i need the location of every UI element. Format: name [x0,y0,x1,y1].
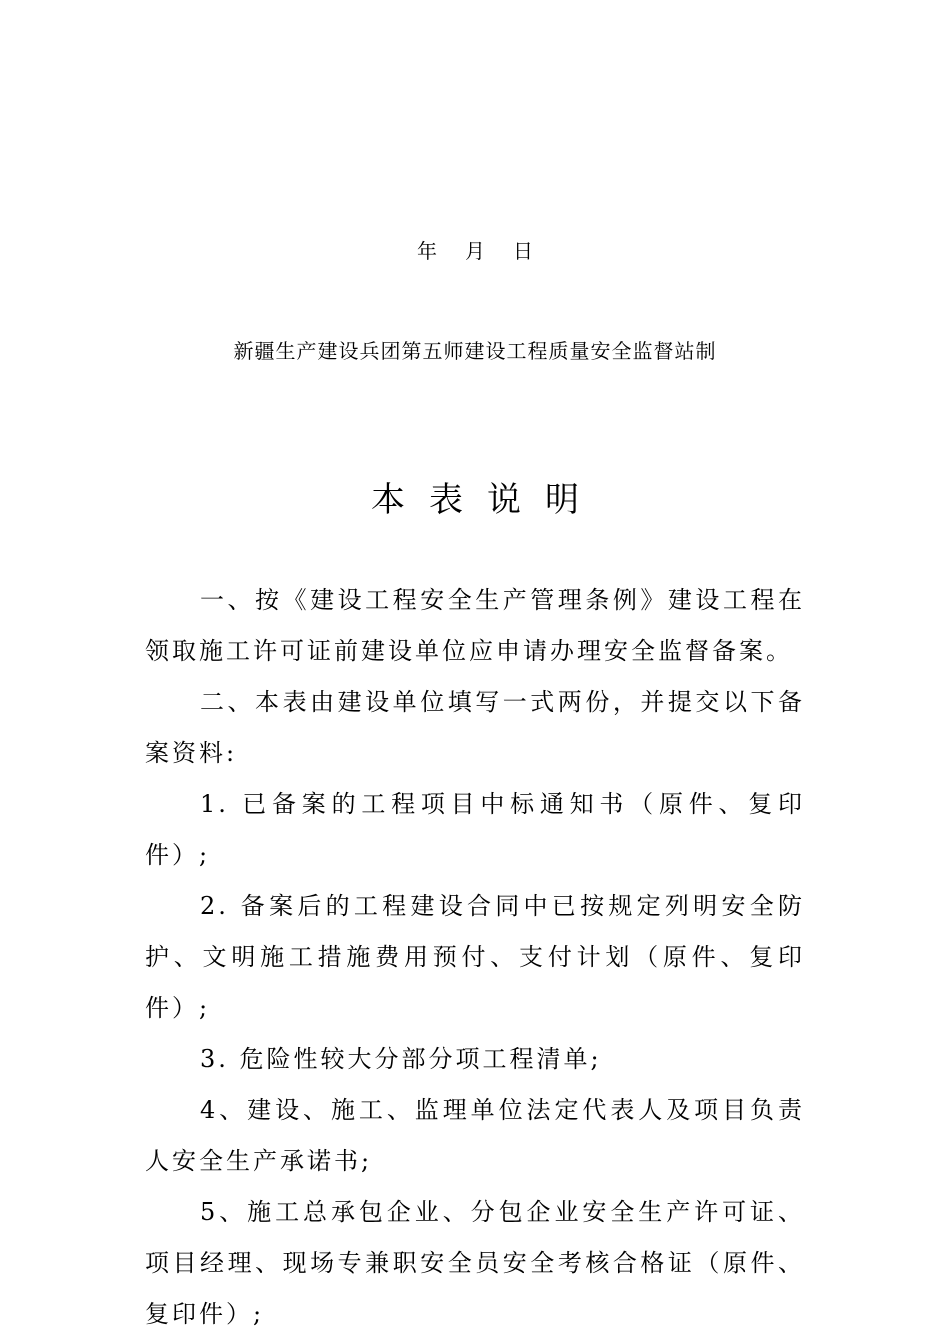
instructions-body [145,575,805,1340]
paragraph-4: 2. 备案后的工程建设合同中已按规定列明安全防护、文明施工措施费用预付、支付计划（原件、复印件）; [145,892,805,1022]
page-title: 本表说明 [371,480,603,520]
issuer-line: 新疆生产建设兵团第五师建设工程质量安全监督站制 [233,339,717,363]
paragraph-1: 一、按《建设工程安全生产管理条例》建设工程在领取施工许可证前建设单位应申请办理安全监督备案。 [145,586,805,665]
paragraph-5: 3. 危险性较大分部分项工程清单; [200,1045,602,1073]
date-year-label: 年 [417,239,437,263]
date-day-label: 日 [513,239,533,263]
paragraph-6: 4、建设、施工、监理单位法定代表人及项目负责人安全生产承诺书; [145,1096,805,1175]
paragraph-2: 二、本表由建设单位填写一式两份，并提交以下备案资料: [145,688,805,767]
date-month-label: 月 [465,239,485,263]
paragraph-3: 1. 已备案的工程项目中标通知书（原件、复印件）; [145,790,805,869]
paragraph-7: 5、施工总承包企业、分包企业安全生产许可证、项目经理、现场专兼职安全员安全考核合格证（原件、复印件）; [145,1198,805,1328]
date-line [0,238,950,264]
